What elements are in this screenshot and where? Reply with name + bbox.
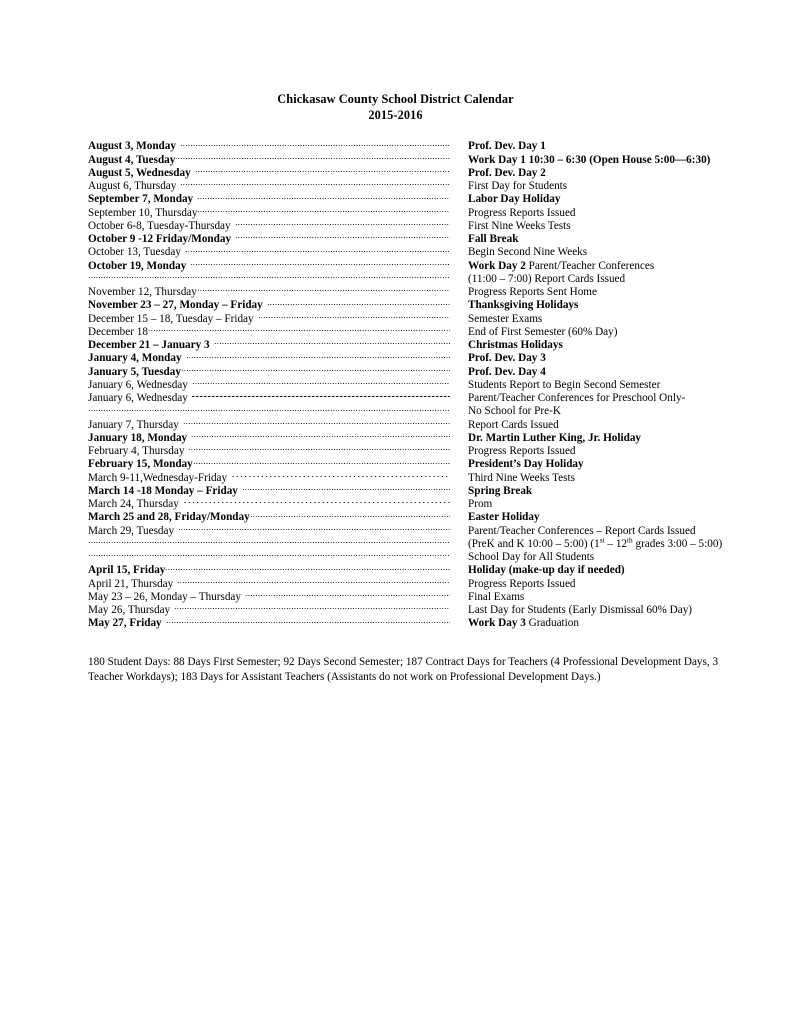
dot-leader [188,441,450,454]
dot-leader [192,388,450,401]
calendar-event-label: Spring Break [468,484,533,497]
dot-leader [183,414,450,427]
dot-leader [258,308,450,321]
calendar-event-label: Progress Reports Issued [468,206,576,219]
dot-leader [231,467,450,480]
calendar-date-label: December 18 [88,325,148,338]
calendar-event-label: Fall Break [468,233,519,245]
calendar-date-label: November 23 – 27, Monday – Friday [88,299,263,312]
calendar-event-label: Final Exams [468,590,525,603]
calendar-date-label: May 26, Thursday [88,604,171,616]
dot-leader [192,375,450,388]
calendar-date-label: August 4, Tuesday [88,153,176,166]
calendar-event-label: Progress Reports Issued [468,577,576,590]
dot-leader [165,560,450,573]
calendar-event-label: Holiday (make-up day if needed) [468,564,625,577]
calendar-date-label: April 21, Thursday [88,577,174,590]
footer-note: 180 Student Days: 88 Days First Semester; 92 Days Second Semester; 187 Contract Days for Teachers (4 Professional Development Days, 3 Teacher Workdays); 183 Days for Assistant Teachers (Assistants do not work on Professional Development Days.) [88,656,719,684]
dot-leader [88,534,450,547]
calendar-row [88,136,738,153]
calendar-date-label: January 18, Monday [88,431,188,444]
title-line-1: Chickasaw County School District Calendar [277,92,514,106]
dot-leader [174,600,450,613]
dot-leader [197,189,450,202]
calendar-event-label: (PreK and K 10:00 – 5:00) (1st – 12th grades 3:00 – 5:00) [468,535,723,550]
calendar-row-date-cell [88,547,450,560]
calendar-date-label: September 7, Monday [88,193,194,206]
calendar-event-label: Prof. Dev. Day 1 [468,140,546,153]
calendar-event-label: Work Day 1 10:30 – 6:30 (Open House 5:00—6:30) [468,153,711,166]
dot-leader [178,520,450,533]
dot-leader [191,428,450,441]
calendar-date-label: September 10, Thursday [88,206,198,219]
calendar-event-prefix: Work Day 3 [468,617,526,630]
dot-leader [193,454,450,467]
title-line-2: 2015-2016 [368,107,423,122]
calendar-date-label: February 15, Monday [88,458,193,471]
calendar-event-label: End of First Semester (60% Day) [468,325,618,338]
dot-leader [88,547,450,560]
dot-leader [250,507,450,520]
dot-leader [88,401,450,414]
document-title [0,92,791,123]
dot-leader [235,216,450,229]
calendar-row-date-cell [88,613,450,631]
calendar-event-label: School Day for All Students [468,551,595,563]
dot-leader [190,255,450,268]
calendar-row-date-cell [88,269,450,282]
calendar-date-label: December 15 – 18, Tuesday – Friday [88,312,254,325]
calendar-date-label: March 29, Tuesday [88,524,175,537]
calendar-date-label: May 27, Friday [88,617,162,630]
calendar-event-label: Progress Reports Issued [468,445,576,457]
dot-leader [177,573,450,586]
calendar-date-label: March 24, Thursday [88,498,179,510]
dot-leader [242,481,450,494]
calendar-date-label: March 14 -18 Monday – Friday [88,484,238,497]
calendar-row-date-cell [88,534,450,547]
calendar-date-label: December 21 – January 3 [88,339,210,351]
dot-leader [185,242,450,255]
calendar-date-label: March 25 and 28, Friday/Monday [88,511,250,524]
calendar-event-label: Christmas Holidays [468,339,563,351]
calendar-event-label: First Day for Students [468,180,568,192]
dot-leader [197,202,450,215]
dot-leader [180,176,450,189]
calendar-event-label: Report Cards Issued [468,418,559,431]
calendar-date-label: November 12, Thursday [88,286,197,298]
calendar-date-label: October 6-8, Tuesday-Thursday [88,219,231,232]
dot-leader [183,494,450,507]
calendar-event-label: President’s Day Holiday [468,458,584,471]
calendar-date-label: January 6, Wednesday [88,378,188,391]
calendar-event-label: Semester Exams [468,312,543,325]
calendar-event-label: Prof. Dev. Day 3 [468,352,546,365]
dot-leader [267,295,450,308]
calendar-event-label: Work Day 3 Graduation [468,617,579,630]
calendar-event-label: Dr. Martin Luther King, Jr. Holiday [468,431,642,444]
calendar-date-label: May 23 – 26, Monday – Thursday [88,590,241,603]
calendar-event-label: Students Report to Begin Second Semester [468,378,661,391]
calendar-event-label: Begin Second Nine Weeks [468,246,588,259]
calendar-event-label: Last Day for Students (Early Dismissal 60% Day) [468,604,693,616]
calendar-event-label: Prof. Dev. Day 2 [468,166,546,179]
dot-leader [195,163,450,176]
dot-leader [235,229,450,242]
dot-leader [180,136,450,149]
calendar-date-label: October 13, Tuesday [88,246,181,259]
calendar-date-label: October 9 -12 Friday/Monday [88,233,232,245]
calendar-event-label: Labor Day Holiday [468,193,561,206]
dot-leader [148,322,450,335]
calendar-event-label: Easter Holiday [468,511,540,524]
calendar-row-list [88,136,738,630]
calendar-date-label: April 15, Friday [88,564,166,577]
calendar-row-date-cell [88,401,450,414]
calendar-date-label: March 9-11,Wednesday-Friday [88,471,228,484]
calendar-event-label: Work Day 2 Parent/Teacher Conferences [468,259,655,272]
calendar-date-label: January 4, Monday [88,352,182,365]
calendar-date-label: January 7, Thursday [88,418,179,431]
dot-leader [175,149,450,162]
calendar-event-label: Prof. Dev. Day 4 [468,365,546,378]
calendar-event-prefix: Work Day 2 [468,259,526,272]
calendar-event-label: (11:00 – 7:00) Report Cards Issued [468,272,626,285]
calendar-date-label: February 4, Thursday [88,445,185,457]
calendar-date-label: October 19, Monday [88,259,187,272]
calendar-date-label: August 5, Wednesday [88,166,191,179]
dot-leader [181,361,450,374]
dot-leader [245,587,450,600]
calendar-date-label: August 6, Thursday [88,180,177,192]
dot-leader [88,269,450,282]
calendar-event-label: Thanksgiving Holidays [468,299,579,312]
calendar-event-label: First Nine Weeks Tests [468,219,571,232]
calendar-date-label: January 6, Wednesday [88,392,188,404]
dot-leader [186,348,450,361]
dot-leader [166,613,450,626]
calendar-event-label: Parent/Teacher Conferences – Report Cards Issued [468,524,696,537]
calendar-event-label: Prom [468,498,493,510]
dot-leader [197,282,450,295]
calendar-event-label: Progress Reports Sent Home [468,286,597,298]
calendar-event-label: Third Nine Weeks Tests [468,471,575,484]
calendar-date-label: January 5, Tuesday [88,365,181,378]
calendar-event-label: No School for Pre-K [468,405,561,418]
calendar-date-label: August 3, Monday [88,140,176,153]
calendar-event-label: Parent/Teacher Conferences for Preschool Only- [468,392,686,404]
dot-leader [214,335,450,348]
